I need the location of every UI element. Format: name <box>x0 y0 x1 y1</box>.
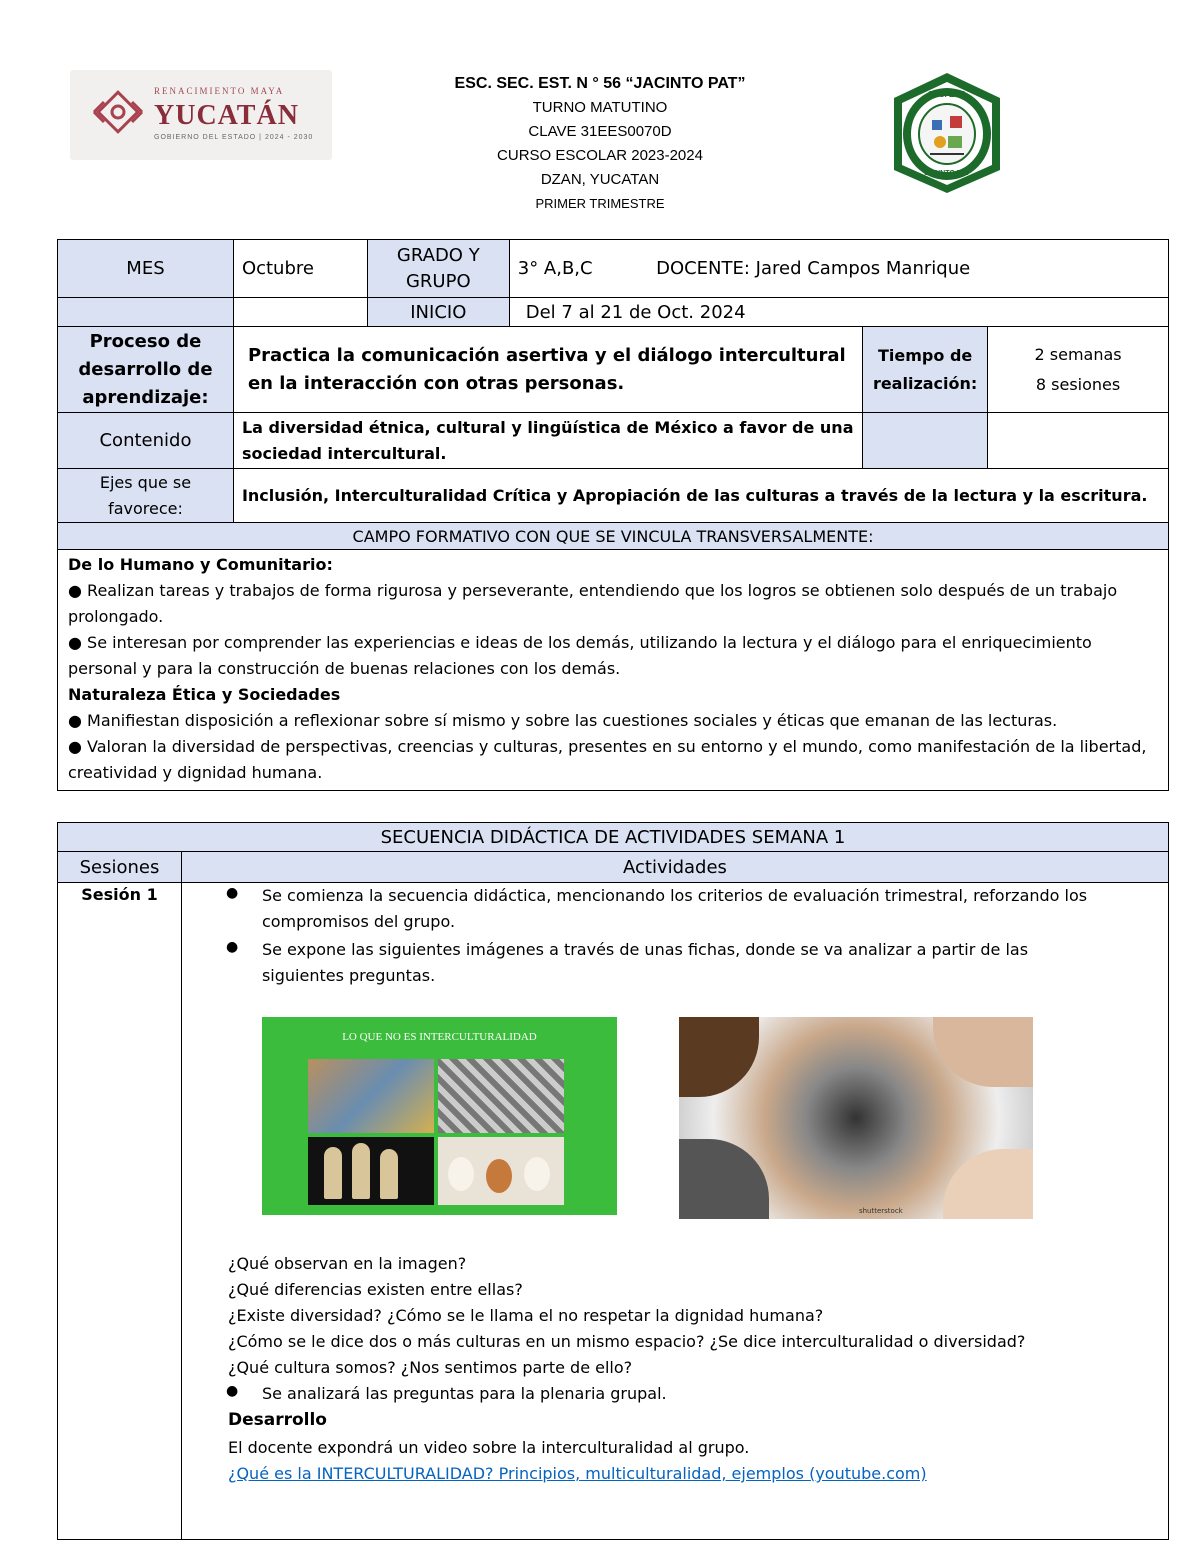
interculturalidad-image <box>262 1017 617 1215</box>
question-5: ¿Qué cultura somos? ¿Nos sentimos parte de ello? <box>227 1358 633 1377</box>
campo2-title: Naturaleza Ética y Sociedades <box>68 685 341 704</box>
school-header <box>380 72 820 216</box>
sesiones-header: Sesiones <box>58 852 182 883</box>
campo-formativo-cell <box>58 550 1169 791</box>
ejes-label: Ejes que se favorece: <box>58 469 234 523</box>
inicio-label: INICIO <box>367 298 509 327</box>
grado-docente-cell <box>509 240 1168 298</box>
bullet1-line2: compromisos del grupo. <box>261 912 456 931</box>
campo1-item: ● Realizan tareas y trabajos de forma rigurosa y perseverante, entendiendo que los logros se obtienen solo después de un trabajo prolongado. <box>68 581 1118 626</box>
clave: CLAVE 31EES0070D <box>528 123 672 140</box>
secuencia-table <box>57 822 1169 1540</box>
lugar: DZAN, YUCATAN <box>540 171 660 188</box>
desarrollo-text: El docente expondrá un video sobre la interculturalidad al grupo. <box>227 1438 750 1457</box>
campo2-item: ● Valoran la diversidad de perspectivas, creencias y culturas, presentes en su entorno y el mundo, como manifestación de la libertad, creatividad y dignidad humana. <box>68 737 1147 782</box>
logo-name: YUCATÁN <box>154 100 299 131</box>
turno: TURNO MATUTINO <box>532 99 668 116</box>
tiempo-semanas: 2 semanas <box>1034 344 1122 364</box>
contenido-label: Contenido <box>58 413 234 469</box>
contenido-value: La diversidad étnica, cultural y lingüística de México a favor de una sociedad intercultural. <box>233 413 862 469</box>
secuencia-title: SECUENCIA DIDÁCTICA DE ACTIVIDADES SEMANA 1 <box>58 823 1169 852</box>
image1-title: LO QUE NO ES INTERCULTURALIDAD <box>342 1031 537 1043</box>
campo-title: CAMPO FORMATIVO CON QUE SE VINCULA TRANSVERSALMENTE: <box>58 523 1169 550</box>
bullet2-line2: siguientes preguntas. <box>261 966 436 985</box>
empty-cell <box>863 413 988 469</box>
photo-illustration <box>438 1059 564 1133</box>
school-seal <box>888 70 1006 196</box>
campo2-item: ● Manifiestan disposición a reflexionar sobre sí mismo y sobre las cuestiones sociales y éticas que emanan de las lecturas. <box>68 711 1058 730</box>
bullet3: Se analizará las preguntas para la plenaria grupal. <box>261 1384 667 1403</box>
logo-tagline: RENACIMIENTO MAYA <box>154 86 285 96</box>
actividades-header: Actividades <box>181 852 1168 883</box>
mes-label: MES <box>58 240 234 298</box>
ejes-value: Inclusión, Interculturalidad Crítica y Apropiación de las culturas a través de la lectura y la escritura. <box>233 469 1168 523</box>
campo1-item: ● Se interesan por comprender las experiencias e ideas de los demás, utilizando la lectura y el diálogo para el enriquecimiento personal y para la construcción de buenas relaciones con los demás. <box>68 633 1092 678</box>
image2-caption: shutterstock <box>858 1207 903 1215</box>
desarrollo-title: Desarrollo <box>227 1410 327 1430</box>
inicio-value: Del 7 al 21 de Oct. 2024 <box>509 298 1168 327</box>
seal-top-text: SEC. EST. <box>928 90 966 99</box>
bullet1-line1: Se comienza la secuencia didáctica, mencionando los criterios de evaluación trimestral, reforzando los <box>261 886 1088 905</box>
photo-figures <box>308 1137 434 1205</box>
question-2: ¿Qué diferencias existen entre ellas? <box>227 1280 523 1299</box>
school-name: ESC. SEC. EST. N ° 56 “JACINTO PAT” <box>454 75 746 92</box>
bullet2-line1: Se expone las siguientes imágenes a través de unas fichas, donde se va analizar a partir de las <box>261 940 1029 959</box>
proceso-value: Practica la comunicación asertiva y el diálogo intercultural en la interacción con otras personas. <box>233 327 862 413</box>
diversity-faces-image <box>679 1017 1033 1219</box>
tiempo-value <box>988 327 1169 413</box>
trimestre: PRIMER TRIMESTRE <box>535 196 665 211</box>
question-4: ¿Cómo se le dice dos o más culturas en un mismo espacio? ¿Se dice interculturalidad o diversidad? <box>227 1332 1026 1351</box>
tiempo-label: Tiempo de realización: <box>863 327 988 413</box>
grado-label: GRADO Y GRUPO <box>367 240 509 298</box>
empty-cell <box>988 413 1169 469</box>
yucatan-logo <box>70 70 332 160</box>
campo1-title: De lo Humano y Comunitario: <box>68 555 333 574</box>
youtube-link[interactable]: ¿Qué es la INTERCULTURALIDAD? Principios, multiculturalidad, ejemplos (youtube.com) <box>227 1464 927 1483</box>
empty-cell <box>233 298 367 327</box>
maya-pattern-icon <box>90 84 146 140</box>
grado-value: 3° A,B,C <box>517 258 593 279</box>
seal-bottom-text: JACINTO PAT <box>924 170 970 177</box>
sesion-label: Sesión 1 <box>58 883 182 1540</box>
mes-value: Octubre <box>233 240 367 298</box>
question-3: ¿Existe diversidad? ¿Cómo se le llama el no respetar la dignidad humana? <box>227 1306 824 1325</box>
actividades-cell: ● Se comienza la secuencia didáctica, mencionando los criterios de evaluación trimestral, reforzando los compromisos del grupo. ● Se expone las siguientes imágenes a través de unas fichas, donde se va analizar a partir de las siguientes preguntas. LO QUE NO ES INTERCULTURALIDAD shutterstock ¿Qué observan en la imagen? ¿Qué diferencias existen entre ellas? ¿Existe diversidad? ¿Cómo se le llama el no respetar la dignidad humana? ¿Cómo se le dice dos o más culturas en un mismo espacio? ¿Se dice interculturalidad o diversidad? ¿Qué cultura somos? ¿Nos sentimos parte de ello? ● Se analizará las preguntas para la plenaria grupal. Desarrollo El docente expondrá un video sobre la interculturalidad al grupo. ¿Qué es la INTERCULTURALIDAD? Principios, multiculturalidad, ejemplos (youtube.com) <box>181 883 1168 1540</box>
docente: DOCENTE: Jared Campos Manrique <box>656 258 971 279</box>
question-1: ¿Qué observan en la imagen? <box>227 1254 467 1273</box>
photo-children <box>308 1059 434 1133</box>
empty-cell <box>58 298 234 327</box>
tiempo-sesiones: 8 sesiones <box>1035 374 1121 394</box>
photo-eggs <box>438 1137 564 1205</box>
planning-table <box>57 239 1169 791</box>
curso-escolar: CURSO ESCOLAR 2023-2024 <box>497 147 703 164</box>
logo-subtitle: GOBIERNO DEL ESTADO | 2024 - 2030 <box>154 134 314 141</box>
proceso-label: Proceso de desarrollo de aprendizaje: <box>58 327 234 413</box>
